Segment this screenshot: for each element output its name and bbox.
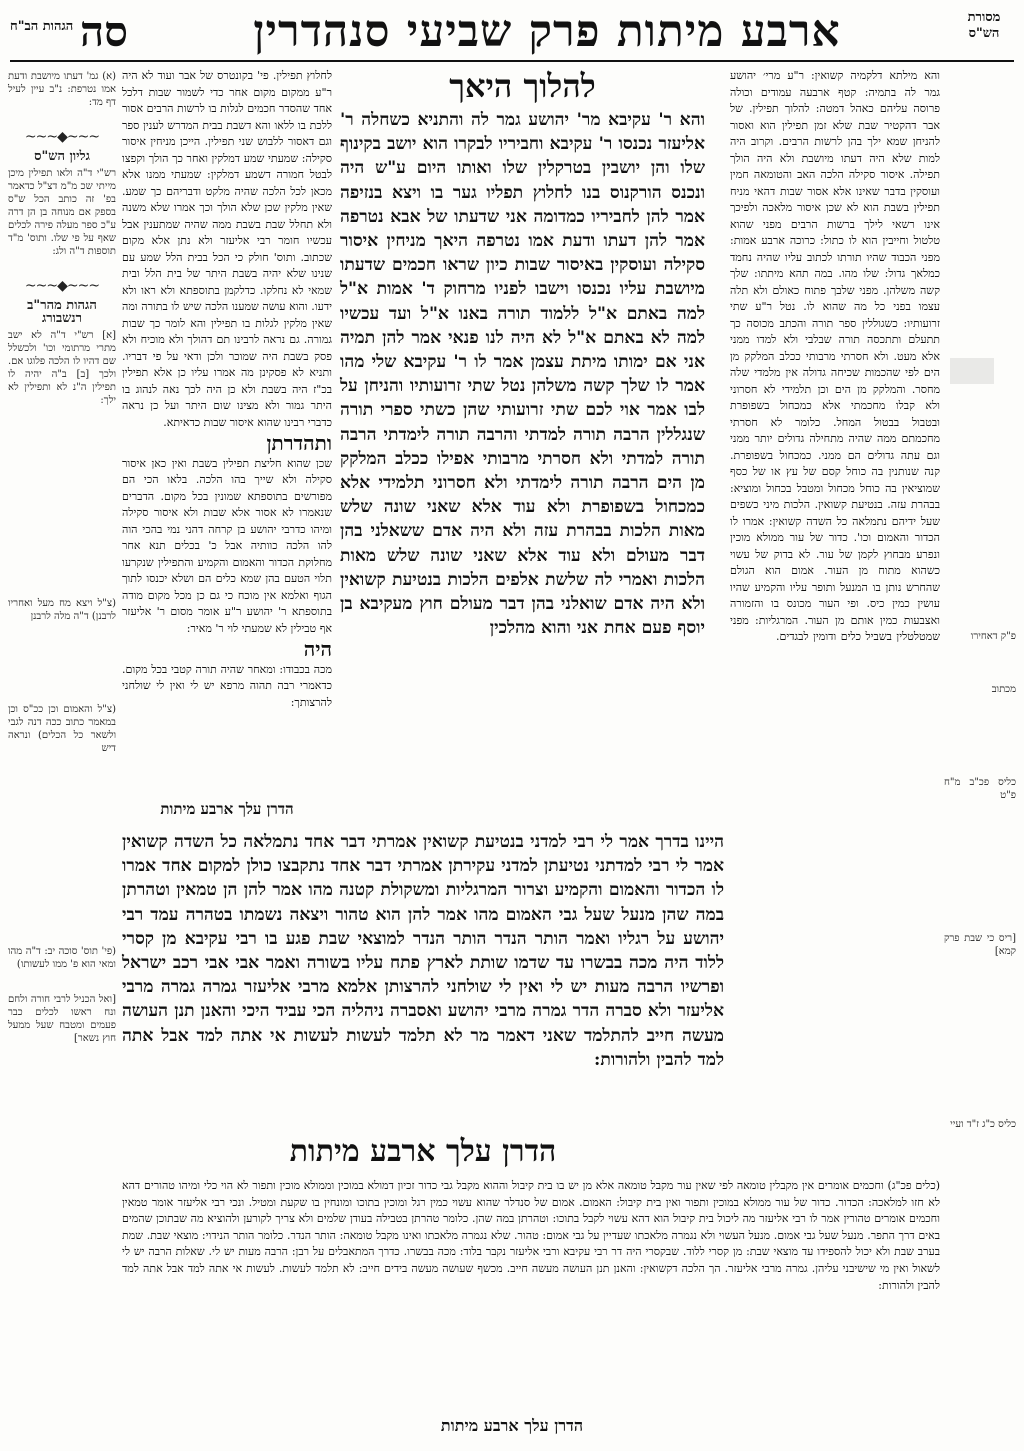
hagahot-bach-heading: הגהות הב"ח (10, 19, 74, 34)
lower-note: [ואל הכניל לרבי חורה ולחם ונח ראשו לכלים כבר פעמים ומטבח שעל ממעל חוץ נשאר] (8, 994, 116, 1044)
hayah-text: מכה בכבודו: ומאחר שהיה תורה קטבי בכל מקום. כדאמרי רבה תהוה מרפא יש לי ואין לי שולחני להרצותך: (122, 662, 332, 709)
folio-number: סה (80, 7, 129, 56)
gilyon-text: רש"י ד"ה ולאו תפילין מיכן מייתי שכ מ"מ דצ"ל כדאמר בפ' זה כותב הכל ש"ס בספק אם מנוחה בן הן דרה ע"כ ספר מעלה פירה לכלים שאף על פי שלו. ותוס' מ"ד תוספות ד"ה ולג: (8, 168, 116, 257)
tosafot-commentary (122, 68, 332, 868)
gilyon-title: גליון הש"ס (34, 149, 90, 164)
page-title: ארבע מיתות פרק שביעי סנהדרין (253, 6, 841, 57)
gemara-opening-word (340, 68, 705, 104)
ornament-divider: ~~~◆~~~ (24, 278, 100, 294)
margin-note: מכתוב (991, 684, 1016, 695)
rabad-notes (8, 299, 116, 407)
gemara-text: והא ר' עקיבא מר' יהושע גמר לה והתניא כשחלה ר' אליעזר נכנסו ר' עקיבא וחביריו לבקרו הוא יושב בקינוף שלו והן יושבין בטרקלין שלו ואותו היום ע"ש היה ונכנס הורקנוס בנו לחלוץ תפליו גער בו ויצא בנזיפה אמר להן לחביריו כמדומה אני שדעתו של אבא נטרפה אמר להן דעתו ודעת אמו נטרפה היאך מניחין איסור סקילה ועוסקין באיסור שבות כיון שראו חכמים שדעתו מיושבת עליו נכנסו וישבו לפניו מרחוק ד' אמות א"ל למה באתם א"ל ללמוד תורה באנו א"ל ועד עכשיו למה לא באתם א"ל לא היה לנו פנאי אמר להן תמיה אני אם ימותו מיתת עצמן אמר לו ר' עקיבא שלי מהו אמר לו שלך קשה משלהן נטל שתי זרועותיו והניחן על לבו אמר אוי לכם שתי זרועותי שהן כשתי ספרי תורה שנגללין הרבה תורה למדתי והרבה תורה לימדתי הרבה תורה למדתי ולא חסרתי מרבותי אפילו ככלב המלקק מן הים הרבה תורה לימדתי ולא חסרוני תלמידי אלא כמכחול בשפופרת ולא עוד אלא שאני שונה שלש מאות הלכות בבהרת עזה ולא היה אדם ששאלני בהן דבר מעולם ולא עוד אלא שאני שונה שלש מאות הלכות ואמרי לה שלשת אלפים הלכות בנטיעת קשואין ולא היה אדם שואלני בהן דבר מעולם חוץ מעקיבא בן יוסף פעם אחת אני והוא מהלכין (340, 110, 705, 639)
dibbur-right: להלוך (523, 67, 596, 105)
page-header (10, 4, 1014, 62)
rabad-text: [א] רש"י ד"ה לא ישב מתרי מרתומי וכו' ולכשלל שם דהיו לו הלכה פלוגו אם. ולכך [ב] ב"ה יהיה לו תפילין ה"נ לא ותפילין לא ילך: (8, 330, 116, 406)
ornament-divider: ~~~◆~~~ (24, 129, 100, 145)
right-margin-notes (944, 70, 1016, 1153)
gilyon-hashas (8, 150, 116, 258)
hadran-small: הדרן עלך ארבע מיתות (160, 800, 294, 818)
bach-note: (א) גמ' דעתו מיושבת ודעת אמו נטרפת: נ"ב עיין לעיל דף מד: (8, 71, 116, 108)
lower-note: (צ"ל והאמום וכן ככ"ס וכן במאמר כתוב ככה דנה לגבי ולשאר כל הכלים) ונראה דיש (8, 704, 116, 754)
gemara-column (340, 68, 705, 828)
tosafot-text: לחלוץ תפילין. פי' בקונטרס של אבר ועוד לא היה ר"ע ממקום מקום אחר כדי לשמור שבות דלכל אחד שהסדר חכמים לגלות בו לרשות הרבים אסור ללכת בו ללאו והא דשבת בבית המדרש לענין ספר וגם דאסור ללבוש שני תפילין. הייכן מניחין איסור סקילה: שמעתי שמע דמלקין ואחר כך הולך וקפצו לבטל חמורה דשמע דמלקין: שמעתי ממנו אלא מכאן לכל הלכה שהיה מלקט ודבריהם כך שמע. שאין מלקין שכן שלא הולך וכך אמרו שלא משנה ולא תחלל שבת בשבת ממה שהיה שמתענין אבל עכשיו חומר רבי אליעזר ולא נתן אלא מקום שכתוב. ותוס' חולק כי הכל בבית הלל שמע עם שנינו שלא יהיה בשבת היתר של בית הלל ובית שמאי לא נחלקו. כדלקמן בתוספתא ולא ראו ולא ידעו. והוא עושה שמענו הלכה שיש לו בתורה ומה שאין מלקין לגלות בו תפילין והא לומר כך שבות גמורה. גם נראה לרבינו תם דהולך ולא מוכיח ולא פסק בשבת היה שמוכר ולכן ודאי על פי דבריו. ותניא לא פסקינן מה אמרו עליו כן אלא תפילין בכ"ז היה בשבת ולא כן היה לכך נאה לנהוג בו היתר גמור ולא מצינו שום היתר ועל כן נראה כדברי רבינו שהוא איסור שבות כדאיתא. (122, 69, 332, 429)
margin-note: [ריס כי שבת פרק קמא] (944, 933, 1016, 957)
ink-smudge (950, 358, 994, 384)
gemara-continuation: היינו בדרך אמר לי רבי למדני בנטיעת קשואין אמרתי דבר אחד נתמלאה כל השדה קשואין אמר לי רבי למדתני נטיעתן למדני עקירתן אמרתי דבר אחד נתקבצו כולן למקום אחד אמרו לו הכדור והאמום והקמיע וצרור המרגליות ומשקולת קטנה מהו אמר להן הן טמאין וטהרתן במה שהן מנעל שעל גבי האמום מהו אמר להן הוא טהור ויצאה נשמתו בטהרה עמד רבי יהושע על רגליו ואמר הותר הנדר הותר הנדר למוצאי שבת פגע בו רבי עקיבא מן קסרי ללוד היה מכה בבשרו עד שדמו שותת לארץ פתח עליו בשורה ואמר אבי אבי רכב ישראל ופרשיו הרבה מעות יש לי ואין לי שולחני להרצותן אלמא מרבי אליעזר גמרה גמרה מרבי אליעזר ולא סברה הדר גמרה מרבי יהושע ואסברה ניהליה הכי עביד היכי והאנן תנן העושה מעשה חייב להתלמד שאני דאמר מר לא תלמד לעשות לעשות אי אתה למד אבל אתה למד להבין ולהורות: (122, 832, 724, 1070)
margin-note: פ"ק דאחירו (970, 631, 1016, 642)
hayah-heading: היה (303, 637, 332, 661)
rabad-title: הגהות מהר"ב רנשבורג (27, 298, 97, 326)
rashi-commentary: והא מילתא דלקמיה קשואין: ר"ע מרי׳ יהושע גמר לה בתמיה: קטף ארבעה עמודים וכולה פרוסה עליהם כאהל דמטה: להלוך תפילין. של אבר דהקטיר שבת שלא זמן תפילין הוא ואסור להניחן שמא ילך בהן לרשות הרבים. וקרוב היה למות שלא היה דעתו מיושבת ולא היה הולך תפילה. איסור סקילה הלכה האב והטומאה חמין ועוסקין בדבר שאינו אלא אסור שבות דהאי מניח תפילין בשבת הוא לא שכן איסור מלאכה ולפיכך אינו רשאי לילך ברשות הרבים מפני שהוא טלטול וחייבין הוא לו כתול: כרוכה ארבע אמות: מפני הכבוד שהיו תורתו לכתוב עליו שהיה נחמד כמלאך גדול: שלו מהו. במה תהא מיתתו: שלך קשה משלהן. מפני שלבך פתוח כאולם ולא תלה עצמו בפני כל מה שהוא לו. נטל ר"ע שתי זרועותיו: כשגוללין ספר תורה והכתב מכוסה כך תתעלם ותתכסה תורה שבלבי ולא למדו ממני אלא מעט. ולא חסרתי מרבותי ככלב המלקק מן הים לפי שהכמות שכיחה גדולה אין מלמדי שלה מחסר. והמלקק מן הים וכן תלמידי לא חסרוני ולא קבלו מחכמתי אלא כמכחול בשפופרת ובטבול בבטול המחל. כלומר לא חסרתי מחכמתם ממה שהיה מתחילה גדולים יותר ממני וגם עתה גדולים הם ממני. כמכחול בשפופרת. קנה שנותנין בה כוחל קסם של עץ או של כסף שמוציאין בה כוחל מכחול ומטבל בכחול ומוציא: בבהרת עזה. בנטיעת קשואין. הלכות מיני כשפים שעל ידיהם נתמלאה כל השדה קשואין: אמרו לו הכדור והאמום וכו'. כדור של עור ממולא מוכין ונפרע מבחוץ לקמן של עור. לא בדוק של עשוי כשהוא מתוח מן העור. אמום הוא הגולם שהחרש נותן בו המנעל ותופר עליו והקמיע שהיו עושין כמין כיס. ופי העור מכונס בו והזמורה ואצבעות כמין אותם מן העור. המרגליות: מפני שמטלטלין בשביל כלים ודומין לבגדים. (730, 69, 940, 643)
lower-note: (צ"ל ויצא מח מעל ואחריו לרבנן) ד"ה מלה לרבנן (8, 598, 116, 622)
margin-note: כליס פכ"ב מ"ח פ"ט (944, 777, 1016, 801)
dibbur-left: היאך (449, 67, 513, 105)
hadran-heading: הדרן עלך ארבע מיתות (289, 1134, 557, 1169)
bottom-commentary: (כלים פכ"ג) וחכמים אומרים אין מקבלין טומאה לפי שאין עור מקבל טומאה אלא מן יש בו בית קיבול וההוא מקבל גבי כדור זכיון דמולא במוכין וממולא מוכין ותפור לא הוי כלי ומיהו טהורים דהא לא חזו למלאכה: הכדור. כדור של עור ממולא במוכין ותפור ואין בית קיבול: האמום. אמום של סנדלר שהוא עשוי כמין רגל ומוכין בתוכו ומונחין בו שקעת ומטיל. ונכי רבי אליעזר אומר טמאין וחכמים אומרים טהורין אמר לו רבי אליעזר מה ליכול בית קיבול הוא דהא עשוי לקבל בתוכו: וטהרתן במה שהן. כלומר טהרתן בטבילה בעודן שלמים ולא צריך לקורען ולהוציא מה שבתוכן שהמים באים דרך התפר. מנעל שעל גבי אמום. מנעל העשוי ולא נגמרה מלאכתו שעדיין על גבי אמום: טהור. שלא נגמרה מלאכתו ואינו מקבל טומאה: הותר הנדר. כלומר הותר הנידוי: מוצאי שבת. שמת בערב שבת ולא יכול להספידו עד מוצאי שבת: מן קסרי ללוד. שבקסרי היה דר רבי עקיבא ורבי אליעזר נקבר בלוד: מכה בבשרו. כדרך המתאבלים על רבן: הרבה מעות יש לי. שאלות הרבה יש לי לשאול ואין מי שישיבני עליהן. גמרה מרבי אליעזר. הך הלכה דקשואין: והאנן תנן העושה מעשה חייב. מכשף שעושה מעשה בידים חייב: לא תלמד לעשות. לעשות אי אתה למד אבל אתה למד להבין ולהורות: (122, 1179, 940, 1292)
tosafot-after-text: שכן שהוא חליצת תפילין בשבת ואין כאן איסור סקילה ולא שייך בהו הלכה. בלאו הכי הם מפורשים בתוספתא שמונין בכל מקום. הדברים שנאמרו לא אסור אלא שבות ולא איסור סקילה ומיהו כדרבי יהושע בן קרחה דהני נמי בהכי הוה להו הלכה כוותיה אבל כ' בכלים תנא אחר מחלוקת הכדור והאמום והקמיע והתפילין שנקרעו תלוי הטעם בהן שמא כלים הם ושלא יכנסו לתוך הגוף ואלמא אין מוכח כי גם כן מכל מקום מודה בתוספתא ר' יהושע ר"ע אומר מסום ר' אליעזר אף טבילין לא שמעתי לוי ר' מאיר: (122, 456, 332, 635)
masoret-hashas-heading: מסורת הש"ס (967, 10, 1001, 41)
margin-note: כליס כ"ג ז"ד ועיי (950, 1119, 1016, 1130)
lower-note: (פי' תוס' סוכה יב: ד"ה מהו ומאי הוא פ' ממו לעשותו) (8, 946, 116, 970)
left-margin-notes (8, 70, 116, 1067)
vehadran-heading: ותהדרתן (266, 431, 332, 455)
hadran-bottom: הדרן עלך ארבע מיתות (440, 1416, 584, 1435)
